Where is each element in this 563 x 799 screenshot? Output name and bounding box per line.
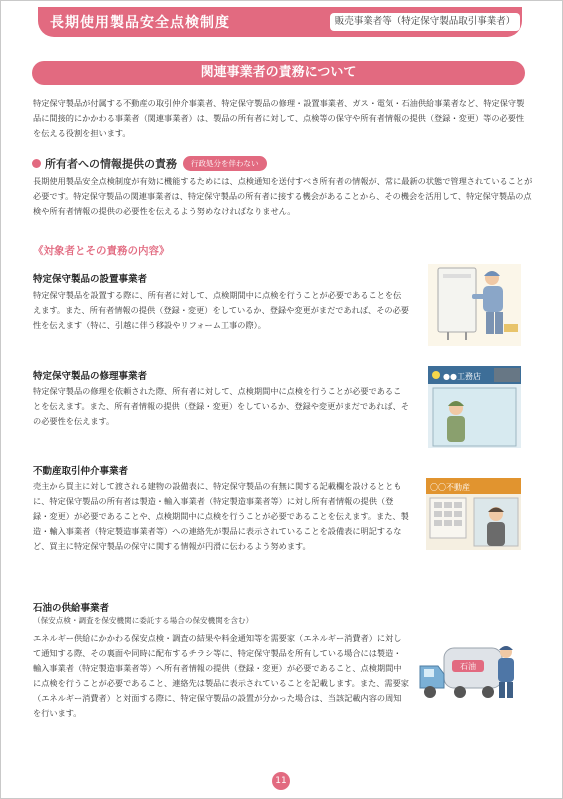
- bullet-dot-icon: [32, 159, 41, 168]
- header-title: 長期使用製品安全点検制度: [50, 15, 230, 31]
- target-body-repairer: 特定保守製品の修理を依頼された際、所有者に対して、点検期間中に点検を行うことが必要であることを伝えます。また、所有者情報の提供（登録・変更）をしているか、登録や変更がまだであれば、その必要性を伝えます。: [33, 386, 409, 426]
- provide-heading-row: [32, 153, 267, 172]
- no-administrative-action-badge: 行政処分を伴わない: [183, 156, 267, 171]
- oil-truck-illustration: [416, 642, 520, 704]
- target-note-oil-supplier: （保安点検・調査を保安機関に委託する場合の保安機関を含む）: [33, 616, 254, 625]
- targets-heading: 《対象者とその責務の内容》: [33, 245, 170, 257]
- page-number: 11: [272, 772, 290, 790]
- target-body-oil-supplier: エネルギー供給にかかわる保安点検・調査の結果や料金通知等を需要家（エネルギー消費者）に対して通知する際、その裏面や同時に配布するチラシ等に、特定保守製品を所有している場合には製造・輸入事業者（特定製造事業者等）へ所有者情報の提供（登録・変更）が必要であること、点検期間中に点検を行うことが必要であること、連絡先は製品に表示されていることを記載します。また、需要家（エネルギー消費者）と対面する際に、特定保守製品の設置が分かった場合は、当該記載内容の周知を行います。: [33, 633, 409, 718]
- shop-sign: ●●工務店: [443, 372, 481, 381]
- target-title-installer: 特定保守製品の設置事業者: [33, 274, 148, 285]
- target-title-oil-supplier: 石油の供給事業者: [33, 603, 110, 614]
- header-banner: [38, 7, 522, 37]
- provide-body: 長期使用製品安全点検制度が有効に機能するためには、点検通知を送付すべき所有者の情報が、常に最新の状態で管理されていることが必要です。特定保守製品の関連事業者は、特定保守製品の所有者に接する機会があることから、その機会を活用して、特定保守製品の点検や所有者情報の提供の必要性を伝えるよう努めなければなりません。: [33, 176, 533, 216]
- truck-label: 石油: [460, 662, 476, 671]
- target-body-realestate: 売主から買主に対して渡される建物の設備表に、特定保守製品の有無に関する記載欄を設けるとともに、特定保守製品の所有者は製造・輸入事業者（特定製造事業者等）に対し所有者情報の提供（登録・変更）が必要であることや、点検期間中に点検を行うことが必要であることを伝えます。また、製造・輸入事業者（特定製造事業者等）への連絡先が製品に表示されていることを設備表に明記するなど、買主に特定保守製品の保守に関する情報が円滑に伝わるよう努めます。: [33, 481, 409, 551]
- installer-illustration: [428, 264, 521, 346]
- section-title: 関連事業者の責務について: [32, 61, 525, 85]
- repair-shop-illustration: [428, 366, 521, 448]
- real-estate-office-illustration: [426, 478, 521, 550]
- intro-paragraph: 特定保守製品が付属する不動産の取引仲介事業者、特定保守製品の修理・設置事業者、ガス・電気・石油供給事業者など、特定保守製品に間接的にかかわる事業者（関連事業者）は、製品の所有者に対して、点検等の保守や所有者情報の提供（登録・変更）等の必要性を伝える役割を担います。: [33, 98, 525, 138]
- office-sign: 〇〇不動産: [430, 483, 470, 492]
- provide-heading: 所有者への情報提供の責務: [45, 157, 177, 171]
- target-title-repairer: 特定保守製品の修理事業者: [33, 371, 148, 382]
- header-badge: 販売事業者等（特定保守製品取引事業者）: [330, 13, 520, 31]
- target-body-installer: 特定保守製品を設置する際に、所有者に対して、点検期間中に点検を行うことが必要であることを伝えます。また、所有者情報の提供（登録・変更）をしているか、登録や変更がまだであれば、その必要性を伝えます（特に、引越に伴う移設やリフォーム工事の際）。: [33, 290, 409, 330]
- target-title-realestate: 不動産取引仲介事業者: [33, 466, 129, 477]
